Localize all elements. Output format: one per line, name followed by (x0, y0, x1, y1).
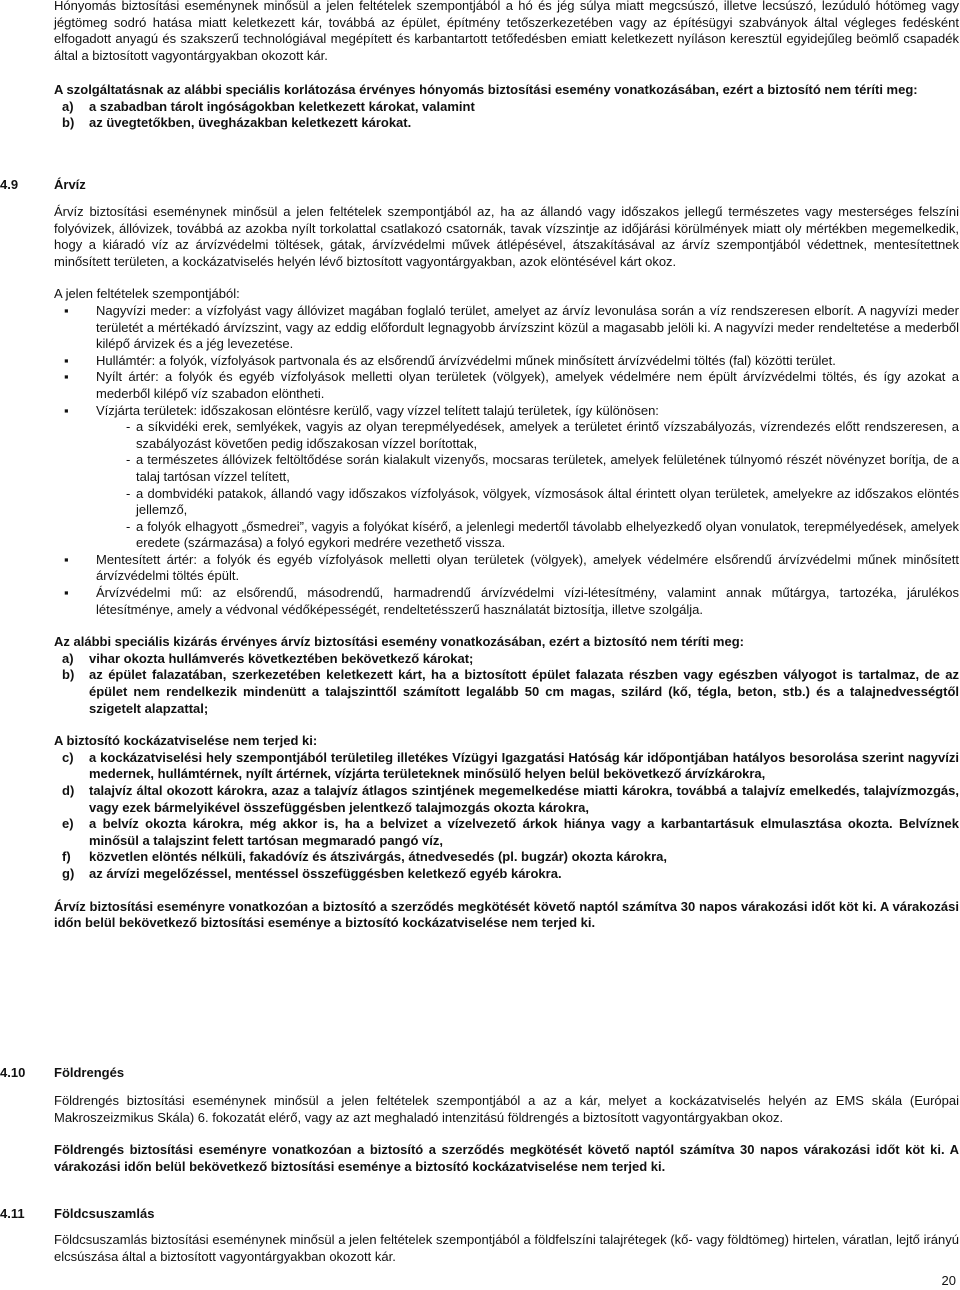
section-title: Földcsuszamlás (54, 1206, 155, 1221)
list-item (54, 866, 959, 883)
earthquake-definition: Földrengés biztosítási eseménynek minősül a jelen feltételek szempontjából a az a kár, melyet a kockázatviselés helyén az EMS skála (Európai Makroszeizmikus Skála) 6. fokozatát elérő, vagy az azt meghaladó intenzitású földrengés a biztosított vagyontárgyakban okoz. (54, 1093, 959, 1125)
list-text: vihar okozta hullámverés következtében bekövetkező károkat; (89, 650, 474, 666)
list-item (96, 452, 959, 485)
flood-waiting-period: Árvíz biztosítási eseményre vonatkozóan a biztosító a szerződés megkötését követő naptól számítva 30 napos várakozási időt köt ki. A várakozási időn belül bekövetkező biztosítási eseménye a biztosító kockázatviselése nem terjed ki. (54, 898, 959, 931)
snow-pressure-definition: Hónyomás biztosítási eseménynek minősül a jelen feltételek szempontjából a hó és jég súlya miatt megcsúszó, illetve lecsúszó, lezúduló hótömeg vagy jégtömeg sodró hatása miatt keletkezett kár, továbbá az épület, építmény tetőszerkezetében vagy az építésügyi szabványok által végleges fedésként elfogadott anyagú és szakszerű technológiával megépített és karbantartott tetőfedésben emiatt keletkezett nyíláson keresztül egyidejűleg beömlő csapadék által a biztosított vagyontárgyakban okozott kár. (54, 0, 959, 63)
dash-icon: - (126, 419, 131, 435)
list-item (54, 403, 959, 420)
bullet-icon: ▪ (64, 352, 69, 368)
section-number: 4.9 (0, 177, 19, 192)
term-text: Nagyvízi meder: a vízfolyást vagy állóvizet magában foglaló terület, amelyet az árvíz levonulása során a víz rendszeresen elborít. A nagyvízi meder területét a mértékadó árvízszint, vagy az eddig előfordult legnagyobb árvízszint közül a magasabb jelöli ki. A nagyvízi meder rendeltetése a mederből kilépő árvizek és a jég levezetése. (96, 302, 959, 352)
dash-text: a síkvidéki erek, semlyékek, vagyis az olyan terepmélyedések, amelyek a területet érintő vízszabályozás, vízrendezés előtt rendszeresen, a szabályozást követően pedig időszakosan vízzel borítottak, (136, 419, 959, 451)
term-text: Mentesített ártér: a folyók és egyéb vízfolyások melletti olyan területek (völgyek), amelyek védelmére elsőrendű árvízvédelmi műnek minősített árvízvédelmi töltés épült. (96, 551, 959, 584)
section-title: Árvíz (54, 177, 86, 192)
snow-exclusions (54, 82, 959, 132)
page-number: 20 (941, 1273, 956, 1288)
flood-definition: Árvíz biztosítási eseménynek minősül a jelen feltételek szempontjából az, ha az állandó vagy időszakos jellegű természetes vagy mesterséges felszíni folyóvizek, állóvizek, továbbá az azokba nyílt torkolattal csatlakozó csatornák, tavak vízszintje az időjárási körülmények miatt oly mértékben megemelkedik, hogy a kiáradó víz az árvízvédelmi töltések, gátak, árvízvédelmi művek átlépésével, átszakításával az árvíz szempontjából védettnek, mentesítettnek minősített területen, a kockázatviselés helyén lévő biztosított vagyontárgyakban, azok elöntésével kárt okoz. (54, 204, 959, 269)
list-text: az épület falazatában, szerkezetében keletkezett kárt, ha a biztosított épület falazata részben vagy egészben vályogot is tartalmaz, de az épület nem rendelkezik mindenütt a talajszinttől számított legalább 50 cm magas, szilárd (kő, tégla, beton, stb.) és a talajnedvességtől szigetelt alapzattal; (89, 667, 959, 716)
bullet-icon: ▪ (64, 551, 69, 567)
list-item (54, 783, 959, 816)
list-text: az üvegtetőkben, üvegházakban keletkezett károkat. (89, 115, 412, 131)
section-heading-landslide (0, 1206, 154, 1223)
flood-nonpay-lead: A biztosító kockázatviselése nem terjed ki: (54, 733, 318, 749)
landslide-definition: Földcsuszamlás biztosítási eseménynek minősül a jelen feltételek szempontjából a földfelszíni talajrétegek (kő- vagy földtömeg) hirtelen, váratlan, lejtő irányú elcsúszása által a biztosított vagyontárgyakban okozott kár. (54, 1232, 959, 1264)
section-title: Földrengés (54, 1065, 125, 1080)
bullet-icon: ▪ (64, 369, 69, 385)
list-label: c) (62, 749, 74, 765)
list-text: a kockázatviselési hely szempontjából területileg illetékes Vízügyi Igazgatási Hatóság kár időpontjában hatályos besorolása szerint nagyvízi medernek, hullámtérnek, nyílt ártérnek, vízjárta területeknek minősülő helyen belül bekövetkező árvízkárokra, (89, 749, 959, 782)
dash-icon: - (126, 518, 131, 534)
list-item (96, 486, 959, 519)
list-item (54, 552, 959, 585)
list-label: a) (62, 650, 74, 666)
list-item (54, 667, 959, 717)
dash-text: a dombvidéki patakok, állandó vagy időszakos vízfolyások, völgyek, vízmosások által érintett olyan területek, amelyekre az időszakos elöntés jellemző, (136, 485, 959, 518)
section-heading-flood (0, 177, 86, 194)
list-label: b) (62, 115, 75, 131)
dash-icon: - (126, 452, 131, 468)
term-text: Hullámtér: a folyók, vízfolyások partvonala és az elsőrendű árvízvédelmi műnek minősített árvízvédelmi töltés (fal) közötti terület. (96, 352, 836, 368)
landslide-section (54, 1232, 959, 1265)
dash-list (96, 419, 959, 552)
earthquake-section (54, 1093, 959, 1175)
bullet-icon: ▪ (64, 302, 69, 318)
list-item (54, 849, 959, 866)
dash-text: a természetes állóvizek feltöltődése során kialakult vizenyős, mocsaras területek, amelyek felületének túlnyomó részét növényzet borítja, de a talaj tartósan vízzel telített, (136, 452, 959, 484)
list-item (54, 303, 959, 353)
list-item (54, 816, 959, 849)
list-item (54, 369, 959, 402)
list-item (96, 519, 959, 552)
section-number: 4.11 (0, 1206, 25, 1221)
flood-exclusions-lead: Az alábbi speciális kizárás érvényes árvíz biztosítási esemény vonatkozásában, ezért a biztosító nem téríti meg: (54, 634, 744, 650)
list-label: b) (62, 667, 75, 683)
earthquake-waiting-period: Földrengés biztosítási eseményre vonatkozóan a biztosító a szerződés megkötését követő naptól számítva 30 napos várakozási időt köt ki. A várakozási időn belül bekövetkező biztosítási eseménye a biztosító kockázatviselése nem terjed ki. (54, 1142, 959, 1174)
list-label: g) (62, 865, 75, 881)
bullet-icon: ▪ (64, 402, 69, 418)
section-heading-earthquake (0, 1065, 124, 1082)
list-item (54, 585, 959, 618)
list-item (54, 353, 959, 370)
dash-text: a folyók elhagyott „ősmedrei”, vagyis a folyókat kísérő, a jelenlegi medertől távolabb elhelyezkedő olyan vonulatok, terepmélyedések, amelyek eredete (származása) a folyó egykori medrére vezethető vissza. (136, 518, 959, 551)
list-item (54, 651, 959, 668)
list-label: e) (62, 816, 74, 832)
term-text: Árvízvédelmi mű: az elsőrendű, másodrendű, harmadrendű árvízvédelmi vízi-létesítmény, valamint annak műtárgya, tartozéka, járulékos létesítménye, amely a védvonal védőképességét, rendeltetésszerű használatát biztosítja, illetve szolgálja. (96, 585, 959, 617)
list-item (54, 99, 959, 116)
list-item (96, 419, 959, 452)
list-item (54, 115, 959, 132)
section-number: 4.10 (0, 1065, 26, 1080)
list-text: a belvíz okozta károkra, még akkor is, ha a belvizet a vízelvezető árkok hiánya vagy a karbantartásuk elmulasztása okozta. Belvíznek minősül a talajszint felett tartósan megmaradó pangó víz, (89, 816, 959, 848)
term-text: Nyílt ártér: a folyók és egyéb vízfolyások melletti olyan területek (völgyek), amelyek védelmére nem épült árvízvédelmi töltés, és így azokat a mederből kilépő víz szabadon elöntheti. (96, 369, 959, 401)
list-text: a szabadban tárolt ingóságokban keletkezett károkat, valamint (89, 98, 475, 114)
list-label: f) (62, 849, 71, 865)
flood-terms-lead: A jelen feltételek szempontjából: (54, 286, 240, 302)
list-text: talajvíz által okozott károkra, azaz a talajvíz átlagos szintjének megemelkedése miatti károkra, továbbá a talajvíz emelkedés, talajvízmozgás, vagy ezek bármelyikével összefüggésben jelentkező talajmozgás okozta károkra, (89, 783, 959, 815)
snow-exclusions-lead: A szolgáltatásnak az alábbi speciális korlátozása érvényes hónyomás biztosítási esemény vonatkozásában, ezért a biztosító nem téríti meg: (54, 82, 918, 97)
term-text: Vízjárta területek: időszakosan elöntésre kerülő, vagy vízzel telített talajú területek, így különösen: (96, 402, 659, 418)
list-label: d) (62, 783, 75, 798)
list-label: a) (62, 98, 74, 114)
list-text: az árvízi megelőzéssel, mentéssel összefüggésben keletkező egyéb károkra. (89, 865, 562, 881)
list-item (54, 750, 959, 783)
list-text: közvetlen elöntés nélküli, fakadóvíz és átszivárgás, átnedvesedés (pl. bugzár) okozta károkra, (89, 849, 667, 865)
flood-section (54, 204, 959, 932)
bullet-icon: ▪ (64, 585, 69, 601)
dash-icon: - (126, 485, 131, 501)
